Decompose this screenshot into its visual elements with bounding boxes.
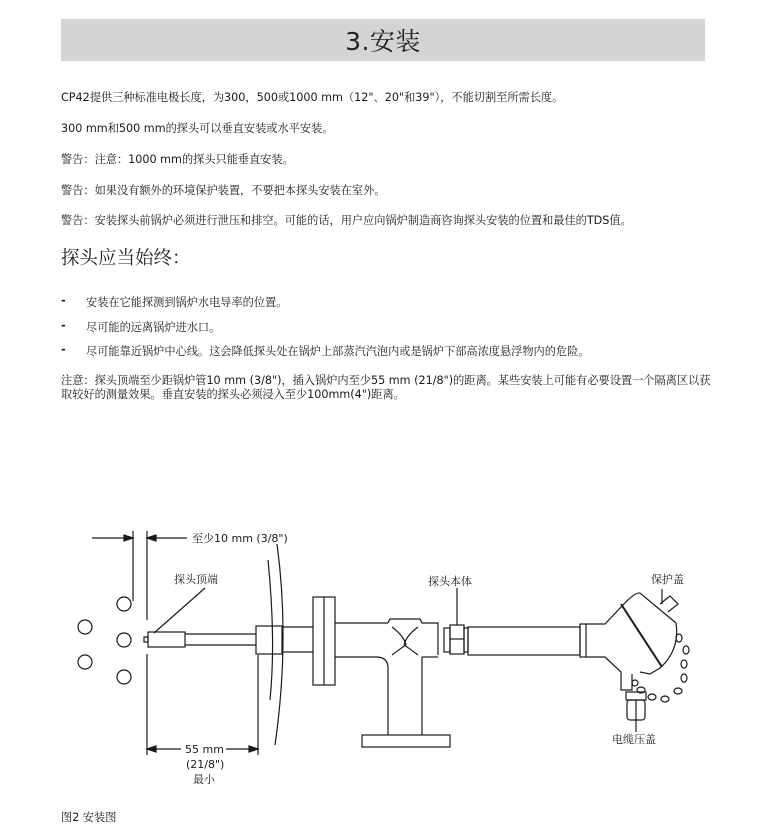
warning-depressurize: 警告：安装探头前锅炉必须进行泄压和排空。可能的话，用户应向锅炉制造商咨询探头安装的位置和最佳的TDS值。 [61,214,632,227]
bullet-text: 安装在它能探测到锅炉水电导率的位置。 [86,296,288,309]
boiler-tube-icons [78,597,131,684]
paragraph-orientation: 300 mm和500 mm的探头可以垂直安装或水平安装。 [61,122,334,135]
installation-diagram [0,480,767,800]
label-protective-cap: 保护盖 [651,573,684,586]
list-item [61,294,287,310]
bullet-marker: - [61,294,66,307]
installation-note: 注意：探头顶端至少距锅炉管10 mm (3/8")，插入锅炉内至少55 mm (21/8")的距离。某些安装上可能有必要设置一个隔离区以获取较好的测量效果。垂直安装的探头必须浸入至少100mm(4")距离。 [61,374,711,401]
label-probe-tip: 探头顶端 [174,573,218,586]
list-item [61,319,220,335]
paragraph-lengths: CP42提供三种标准电极长度，为300，500或1000 mm（12"、20"和39"），不能切割至所需长度。 [61,91,564,104]
warning-vertical-only: 警告：注意：1000 mm的探头只能垂直安装。 [61,153,294,166]
bullet-marker: - [61,343,66,356]
figure-caption: 图2 安装图 [61,811,117,824]
bullet-marker: - [61,319,66,332]
subheading-probe-should: 探头应当始终： [61,248,191,269]
label-insertion-mm: 55 mm [185,743,224,756]
label-min-gap: 至少10 mm (3/8") [192,532,288,545]
bullet-text: 尽可能靠近锅炉中心线。这会降低探头处在锅炉上部蒸汽汽泡内或是锅炉下部高浓度悬浮物内的危险。 [86,345,590,358]
label-cable-gland: 电缆压盖 [612,733,656,746]
section-title: 3.安装 [345,27,421,56]
bullet-text: 尽可能的远离锅炉进水口。 [86,321,221,334]
label-insertion-min: 最小 [193,773,215,786]
list-item [61,343,589,359]
warning-outdoor: 警告：如果没有额外的环境保护装置，不要把本探头安装在室外。 [61,184,386,197]
section-title-bar [61,19,705,61]
label-insertion-in: (21/8") [186,758,225,771]
label-probe-body: 探头本体 [428,575,472,588]
